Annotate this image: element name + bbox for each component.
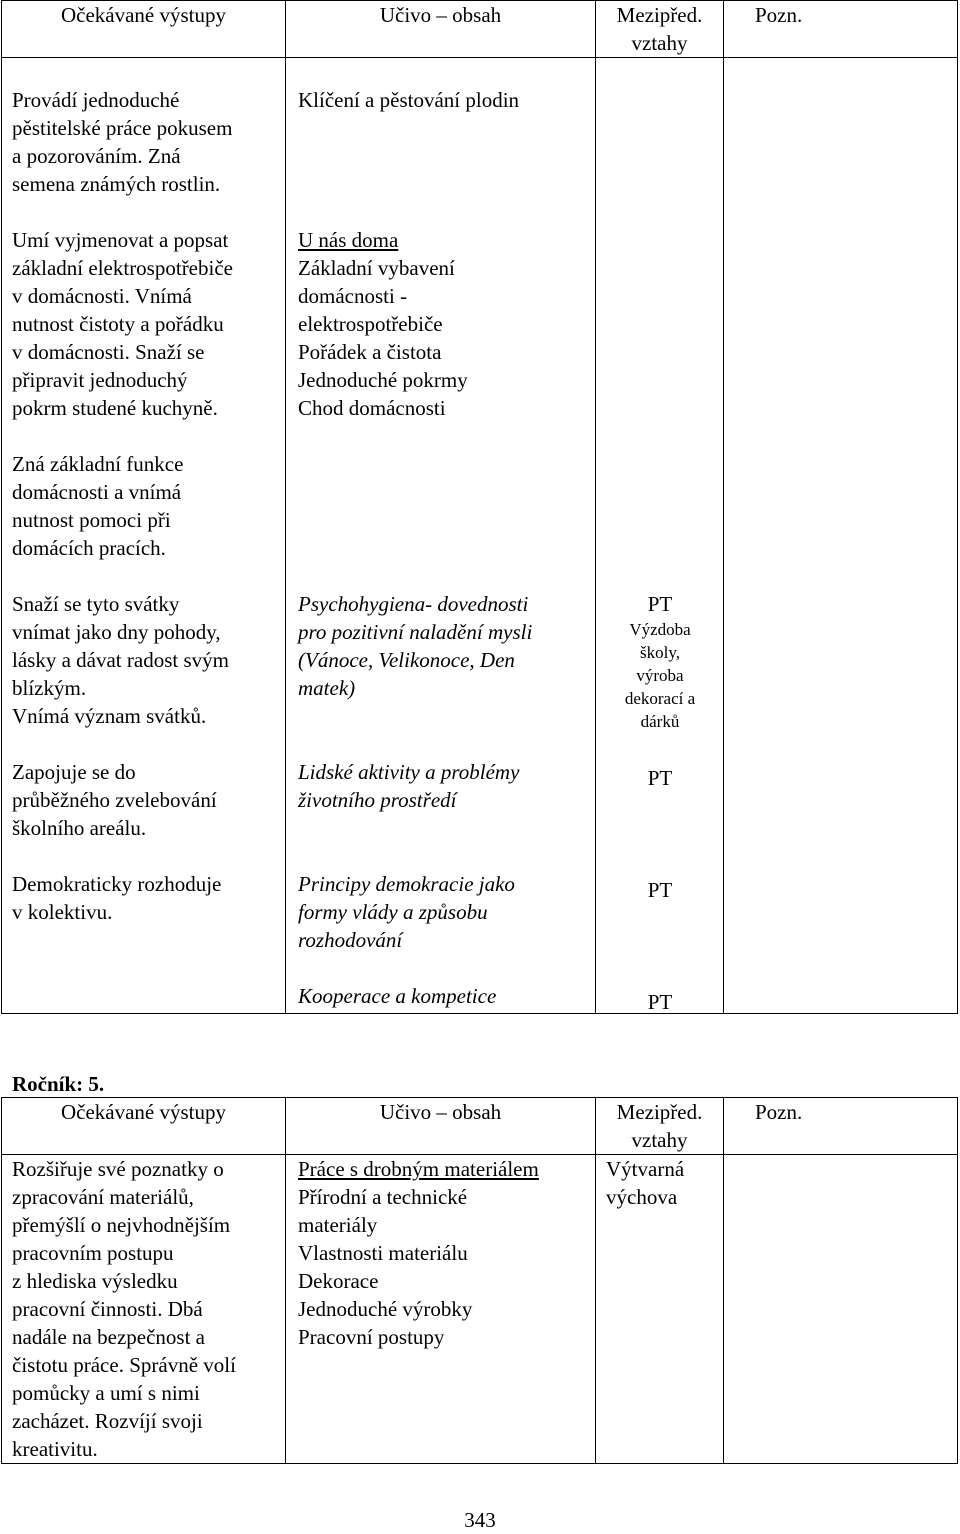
table1-header-row xyxy=(2,1,958,58)
cross-item: PT xyxy=(647,990,673,1014)
outcome-paragraph: Umí vyjmenovat a popsat základní elektrospotřebiče v domácnosti. Vnímá nutnost čistoty a pořádku v domácnosti. Snaží se připravit jednoduchý pokrm studené kuchyně. xyxy=(12,228,233,420)
outcome-paragraph: Provádí jednoduché pěstitelské práce pokusem a pozorováním. Zná semena známých rostlin. xyxy=(12,88,233,196)
content-item: Psychohygiena- dovednosti pro pozitivní naladění mysli (Vánoce, Velikonoce, Den matek) xyxy=(298,592,533,700)
outcome-paragraph: Zapojuje se do průběžného zvelebování školního areálu. xyxy=(12,760,217,840)
notes-cell xyxy=(724,58,958,1014)
outcome-paragraph: Snaží se tyto svátky vnímat jako dny pohody, lásky a dávat radost svým blízkým. Vnímá význam svátků. xyxy=(12,592,229,728)
notes-cell xyxy=(724,1155,958,1464)
header-content: Učivo – obsah xyxy=(286,1,596,58)
cross-item: PT xyxy=(647,766,673,790)
page-number: 343 xyxy=(464,1508,496,1532)
content-cell: Práce s drobným materiálem Přírodní a technické materiály Vlastnosti materiálu Dekorace Jednoduché výrobky Pracovní postupy xyxy=(286,1155,596,1464)
cross-item: PT xyxy=(647,878,673,902)
content-cell xyxy=(286,58,596,1014)
crosscurricular-cell: Výtvarná výchova xyxy=(596,1155,724,1464)
grade-heading: Ročník: 5. xyxy=(12,1072,105,1096)
outcomes-cell xyxy=(2,58,286,1014)
crosscurricular-cell xyxy=(596,58,724,1014)
header-outcomes: Očekávané výstupy xyxy=(2,1098,286,1155)
table2-body-row xyxy=(2,1155,958,1464)
table1-body-row xyxy=(2,58,958,1014)
content-item: Kooperace a kompetice xyxy=(298,984,497,1008)
header-outcomes: Očekávané výstupy xyxy=(2,1,286,58)
outcome-paragraph: Demokraticky rozhoduje v kolektivu. xyxy=(12,872,222,924)
content-item: U nás doma Základní vybavení domácnosti - elektrospotřebiče Pořádek a čistota Jednoduché pokrmy Chod domácnosti xyxy=(298,228,468,420)
header-crosscurricular: Mezipřed. vztahy xyxy=(596,1098,724,1155)
content-item: Principy demokracie jako formy vlády a způsobu rozhodování xyxy=(298,872,515,952)
curriculum-table-1 xyxy=(1,0,958,1014)
table2-header-row xyxy=(2,1098,958,1155)
header-notes: Pozn. xyxy=(724,1,958,58)
cross-item: PT Výzdoba školy, výroba dekorací a dárků xyxy=(596,590,724,733)
header-crosscurricular: Mezipřed. vztahy xyxy=(596,1,724,58)
cross-note: Výzdoba školy, výroba dekorací a dárků xyxy=(624,620,696,731)
header-content: Učivo – obsah xyxy=(286,1098,596,1155)
curriculum-table-2 xyxy=(1,1097,958,1464)
content-item: Klíčení a pěstování plodin xyxy=(298,88,520,112)
header-notes: Pozn. xyxy=(724,1098,958,1155)
outcome-paragraph: Zná základní funkce domácnosti a vnímá nutnost pomoci při domácích pracích. xyxy=(12,452,184,560)
outcomes-cell: Rozšiřuje své poznatky o zpracování materiálů, přemýšlí o nejvhodnějším pracovním postupu z hlediska výsledku pracovní činnosti. Dbá nadále na bezpečnost a čistotu práce. Správně volí pomůcky a umí s nimi zacházet. Rozvíjí svoji kreativitu. xyxy=(2,1155,286,1464)
content-item: Lidské aktivity a problémy životního prostředí xyxy=(298,760,520,812)
